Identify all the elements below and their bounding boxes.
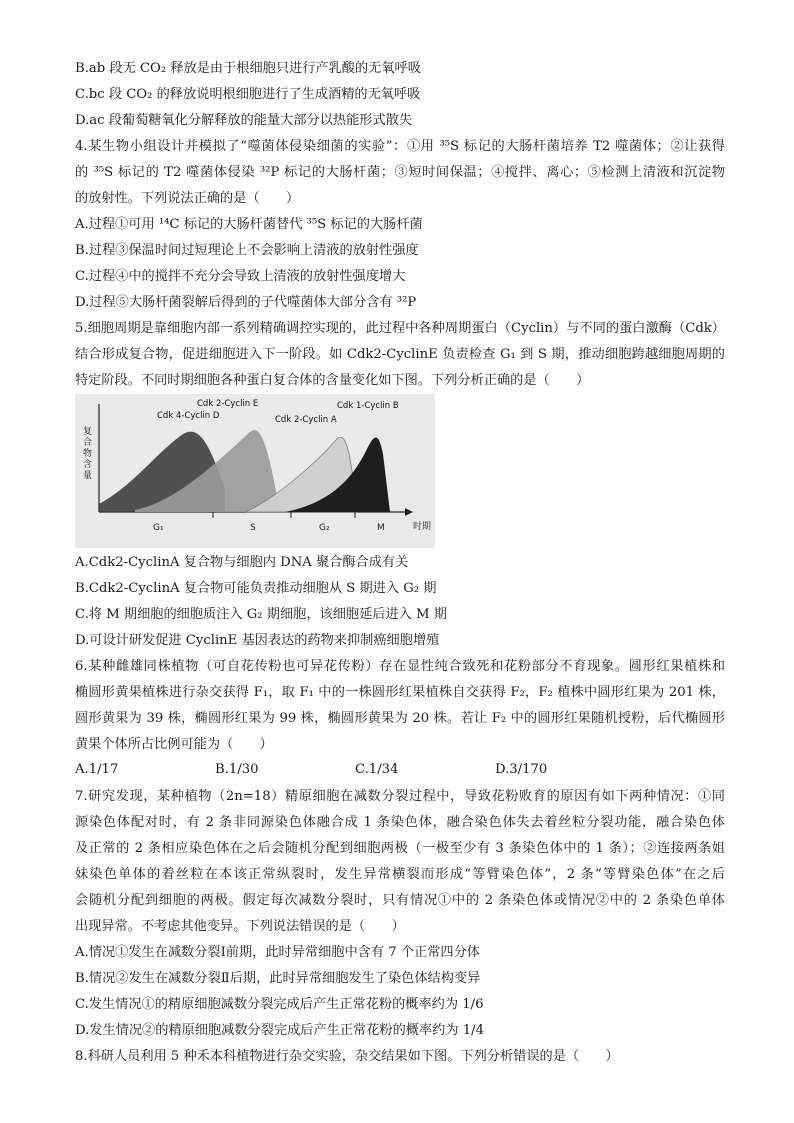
q3-option-c: C.bc 段 CO₂ 的释放说明根细胞进行了生成酒精的无氧呼吸 [75, 87, 421, 102]
q4-option-c: C.过程④中的搅拌不充分会导致上清液的放射性强度增大 [75, 269, 406, 284]
y-axis-label-char: 含 [83, 460, 93, 470]
q7-stem-line: 及正常的 2 条相应染色体在之后会随机分配到细胞两极（一极至少有 3 条染色体中的 1 条）；②连接两条姐 [75, 841, 725, 856]
q7-stem-line: 源染色体配对时，有 2 条非同源染色体融合成 1 条染色体，融合染色体失去着丝粒分裂功能，融合染色体 [75, 815, 725, 830]
q7-stem-line: 出现异常。不考虑其他变异。下列说法错误的是（ ） [75, 919, 405, 934]
q4-option-d: D.过程⑤大肠杆菌裂解后得到的子代噬菌体大部分含有 ³²P [75, 295, 417, 310]
q5-option-a: A.Cdk2-CyclinA 复合物与细胞内 DNA 聚合酶合成有关 [75, 555, 409, 570]
phase-label-g1: G₁ [153, 523, 164, 533]
q6-option-d: D.3/170 [495, 762, 548, 777]
y-axis-label [83, 425, 92, 481]
q5-stem-line: 特定阶段。不同时期细胞各种蛋白复合体的含量变化如下图。下列分析正确的是（ ） [75, 373, 590, 388]
phase-label-s: S [250, 523, 256, 533]
q4-stem-line: 的放射性。下列说法正确的是（ ） [75, 191, 300, 206]
q7-stem-line: 7.研究发现，某种植物（2n=18）精原细胞在减数分裂过程中，导致花粉败育的原因有如下两种情况：①同 [75, 789, 725, 804]
q6-stem-line: 6.某种雌雄同株植物（可自花传粉也可异花传粉）存在显性纯合致死和花粉部分不育现象。圆形红果植株和 [75, 659, 725, 674]
phase-label-m: M [377, 523, 385, 533]
q7-option-a: A.情况①发生在减数分裂Ⅰ前期，此时异常细胞中含有 7 个正常四分体 [75, 945, 480, 960]
q7-option-d: D.发生情况②的精原细胞减数分裂完成后产生正常花粉的概率约为 1/4 [75, 1023, 484, 1038]
y-axis-label-char: 物 [83, 449, 93, 459]
y-axis-label-char: 复 [83, 427, 93, 437]
q6-option-b: B.1/30 [215, 762, 259, 777]
q6-stem-line: 圆形黄果为 39 株，椭圆形红果为 99 株，椭圆形黄果为 20 株。若让 F₂ 中的圆形红果随机授粉，后代椭圆形 [75, 711, 725, 726]
q4-stem-line: 4.某生物小组设计并模拟了“噬菌体侵染细菌的实验”：①用 ³⁵S 标记的大肠杆菌培养 T2 噬菌体；②让获得 [75, 139, 725, 154]
q3-option-b: B.ab 段无 CO₂ 释放是由于根细胞只进行产乳酸的无氧呼吸 [75, 61, 421, 76]
cyclin-figure [75, 394, 435, 548]
q3-option-d: D.ac 段葡萄糖氧化分解释放的能量大部分以热能形式散失 [75, 113, 413, 128]
x-axis-arrow [405, 508, 413, 516]
q7-stem-line: 会随机分配到细胞的两极。假定每次减数分裂时，只有情况①中的 2 条染色体或情况②中的 2 条染色单体 [75, 893, 725, 908]
q7-stem-line: 妹染色单体的着丝粒在本该正常纵裂时，发生异常横裂而形成“等臂染色体”，2 条“等臂染色体”在之后 [75, 867, 725, 882]
q5-option-c: C.将 M 期细胞的细胞质注入 G₂ 期细胞，该细胞延后进入 M 期 [75, 607, 447, 622]
q4-stem-line: 的 ³⁵S 标记的 T2 噬菌体侵染 ³²P 标记的大肠杆菌；③短时间保温；④搅拌、离心；⑤检测上清液和沉淀物 [75, 165, 725, 180]
q6-option-c: C.1/34 [355, 762, 399, 777]
q4-option-a: A.过程①可用 ¹⁴C 标记的大肠杆菌替代 ³⁵S 标记的大肠杆菌 [75, 217, 423, 232]
q5-stem-line: 结合形成复合物，促进细胞进入下一阶段。如 Cdk2-CyclinE 负责检查 G₁ 到 S 期，推动细胞跨越细胞周期的 [75, 347, 725, 362]
x-axis-label: 时期 [413, 522, 432, 532]
y-axis-label-char: 量 [83, 471, 93, 481]
q5-option-d: D.可设计研发促进 CyclinE 基因表达的药物来抑制癌细胞增殖 [75, 633, 440, 648]
curve-label-cyclin-e: Cdk 2-Cyclin E [197, 399, 259, 409]
curve-label-cyclin-b: Cdk 1-Cyclin B [337, 401, 399, 411]
q5-stem-line: 5.细胞周期是靠细胞内部一系列精确调控实现的，此过程中各种周期蛋白（Cyclin）与不同的蛋白激酶（Cdk） [75, 321, 725, 336]
curve-label-cyclin-d: Cdk 4-Cyclin D [157, 411, 220, 421]
q6-option-a: A.1/17 [75, 762, 119, 777]
y-axis-label-char: 合 [83, 438, 93, 448]
cyclin-curves-svg [75, 394, 435, 548]
q5-option-b: B.Cdk2-CyclinA 复合物可能负责推动细胞从 S 期进入 G₂ 期 [75, 581, 437, 596]
q6-stem-line: 黄果个体所占比例可能为（ ） [75, 737, 273, 752]
q7-option-b: B.情况②发生在减数分裂Ⅱ后期，此时异常细胞发生了染色体结构变异 [75, 971, 481, 986]
phase-label-g2: G₂ [319, 523, 330, 533]
q6-stem-line: 椭圆形黄果植株进行杂交获得 F₁，取 F₁ 中的一株圆形红果植株自交获得 F₂，F₂ 植株中圆形红果为 201 株， [75, 685, 725, 700]
q8-stem: 8.科研人员利用 5 种禾本科植物进行杂交实验，杂交结果如下图。下列分析错误的是（ ） [75, 1049, 619, 1064]
q7-option-c: C.发生情况①的精原细胞减数分裂完成后产生正常花粉的概率约为 1/6 [75, 997, 484, 1012]
q4-option-b: B.过程③保温时间过短理论上不会影响上清液的放射性强度 [75, 243, 419, 258]
curve-label-cyclin-a: Cdk 2-Cyclin A [275, 415, 337, 425]
